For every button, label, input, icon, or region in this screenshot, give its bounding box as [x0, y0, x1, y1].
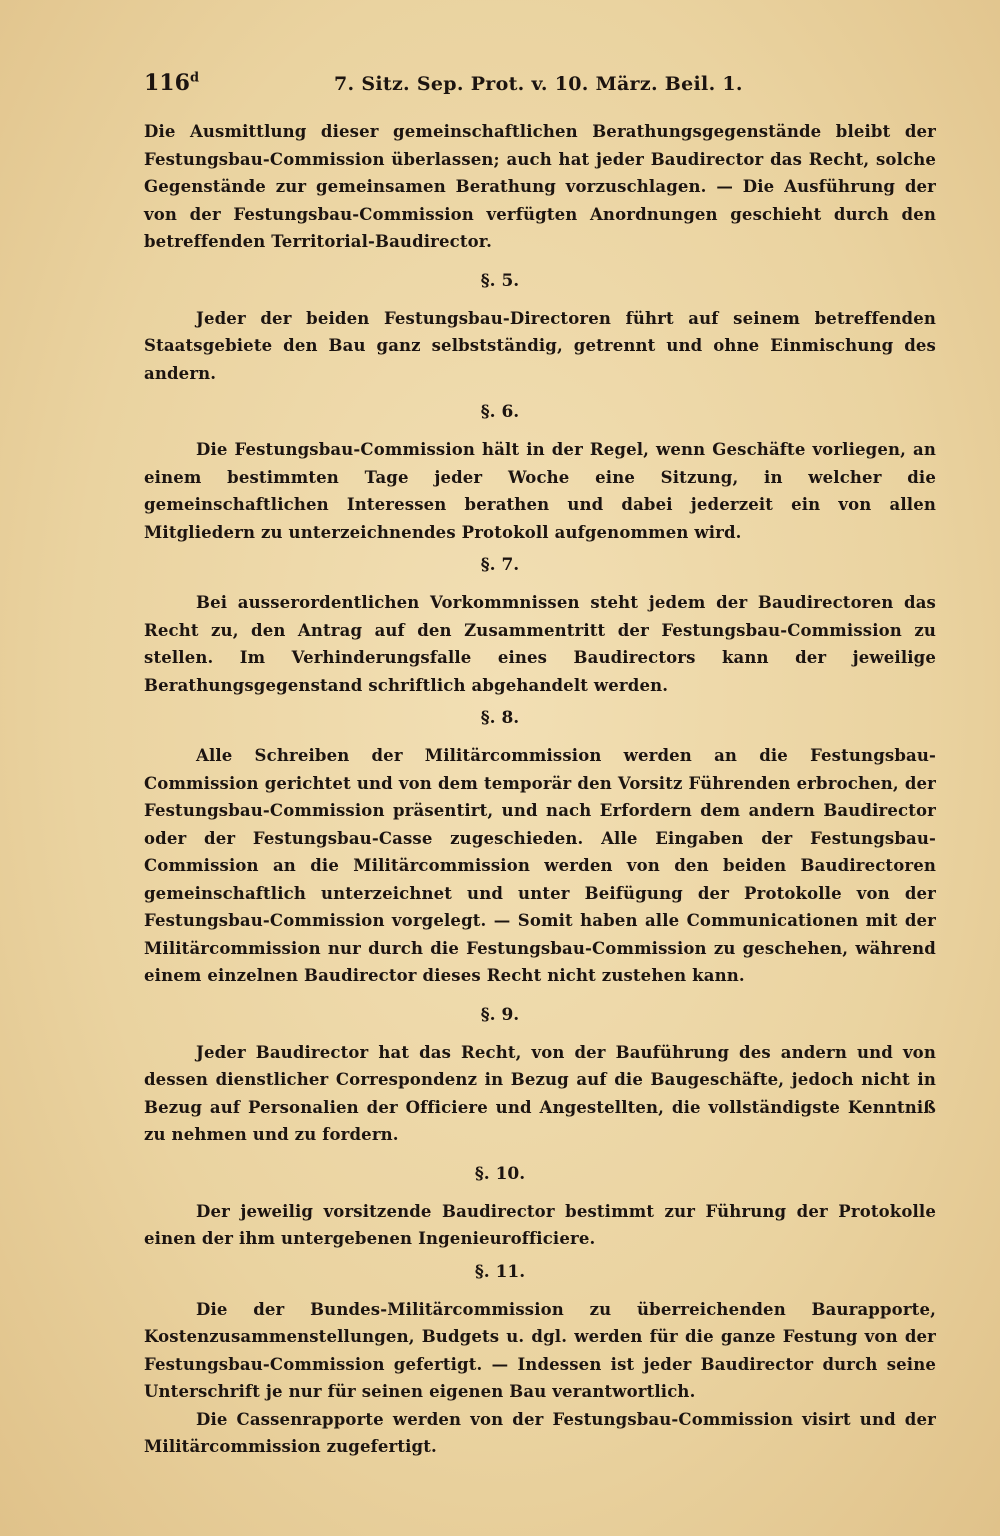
section-6-text: Die Festungsbau-Commission hält in der Regel, wenn Geschäfte vorliegen, an einem bestimmten Tage jeder Woche eine Sitzung, in welcher die gemeinschaftlichen Interessen berathen und dabei jederzeit ein von allen Mitgliedern zu unterzeichnendes Protokoll aufgenommen wird. — [144, 440, 936, 542]
section-5-mark: §. 5. — [480, 270, 520, 291]
section-8-text: Alle Schreiben der Militärcommission werden an die Festungsbau-Commission gerichtet und von dem temporär den Vorsitz Führenden erbrochen, der Festungsbau-Commission präsentirt, und nach Erfordern dem andern Baudirector oder der Festungsbau-Casse zugeschieden. Alle Eingaben der Festungsbau-Commission an die Militärcommission werden von den beiden Baudirectoren gemeinschaftlich unterzeichnet und unter Beifügung der Protokolle von der Festungsbau-Commission vorgelegt. — Somit haben alle Communicationen mit der Militärcommission nur durch die Festungsbau-Commission zu geschehen, während einem einzelnen Baudirector dieses Recht nicht zustehen kann. — [144, 746, 936, 985]
section-6-mark: §. 6. — [480, 402, 520, 422]
paragraph-intro: Die Ausmittlung dieser gemeinschaftlichen Berathungsgegenstände bleibt der Festungsbau-Commission überlassen; auch hat jeder Baudirector das Recht, solche Gegenstände zur gemeinsamen Berathung vorzuschlagen. — Die Ausführung der von der Festungsbau-Commission verfügten Anordnungen geschieht durch den betreffenden Territorial-Baudirector. — [144, 122, 936, 251]
section-8-mark: §. 8. — [480, 708, 520, 728]
section-11-text-a: Die der Bundes-Militärcommission zu überreichenden Baurapporte, Kostenzusammenstellungen, Budgets u. dgl. werden für die ganze Festung von der Festungsbau-Commission gefertigt. — Indessen ist jeder Baudirector durch seine Unterschrift je nur für seinen eigenen Bau verantwortlich. — [144, 1299, 936, 1401]
section-10-mark: §. 10. — [474, 1163, 526, 1184]
page-number-suffix: d — [189, 70, 200, 86]
section-9-mark: §. 9. — [480, 1004, 520, 1025]
section-7-text: Bei ausserordentlichen Vorkommnissen steht jedem der Baudirectoren das Recht zu, den Antrag auf den Zusammentritt der Festungsbau-Commission zu stellen. Im Verhinderungsfalle eines Baudirectors kann der jeweilige Berathungsgegenstand schriftlich abgehandelt werden. — [144, 593, 936, 695]
section-5-text: Jeder der beiden Festungsbau-Directoren führt auf seinem betreffenden Staatsgebiete den Bau ganz selbstständig, getrennt und ohne Einmischung des andern. — [144, 308, 936, 383]
section-11-mark: §. 11. — [474, 1261, 526, 1282]
section-9-text: Jeder Baudirector hat das Recht, von der Bauführung des andern und von dessen dienstlicher Correspondenz in Bezug auf die Baugeschäfte, jedoch nicht in Bezug auf Personalien der Officiere und Angestellten, die vollständigste Kenntniß zu nehmen und zu fordern. — [144, 1042, 936, 1144]
running-head: 7. Sitz. Sep. Prot. v. 10. März. Beil. 1. — [334, 73, 743, 95]
page-number — [144, 70, 264, 96]
section-7-mark: §. 7. — [480, 555, 520, 575]
page-header — [144, 70, 936, 104]
section-11-text-b: Die Cassenrapporte werden von der Festungsbau-Commission visirt und der Militärcommission zugefertigt. — [144, 1409, 936, 1456]
section-10-text: Der jeweilig vorsitzende Baudirector bestimmt zur Führung der Protokolle einen der ihm untergebenen Ingenieurofficiere. — [144, 1201, 936, 1248]
page-number-value: 116 — [144, 70, 190, 96]
